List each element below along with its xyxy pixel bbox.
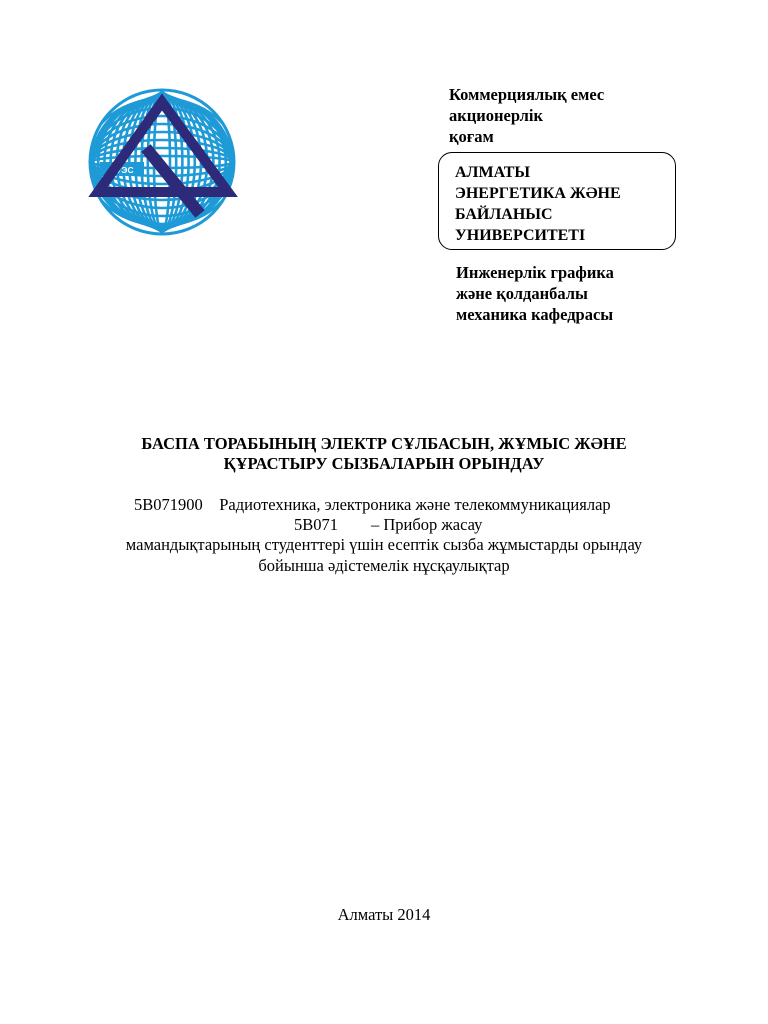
description-line-2: бойынша әдістемелік нұсқаулықтар <box>258 556 510 575</box>
university-name-line-3: БАЙЛАНЫС <box>455 206 553 223</box>
department-line-2: және қолданбалы <box>456 284 588 303</box>
org-type-line-3: қоғам <box>449 127 494 146</box>
specialty-description <box>0 534 768 576</box>
specialty-line-2: 5В071 – Прибор жасау <box>294 515 483 534</box>
org-type-line-1: Коммерциялық емес <box>449 85 605 104</box>
university-name-line-4: УНИВЕРСИТЕТІ <box>455 227 586 244</box>
university-name <box>455 162 675 246</box>
logo-text: АУЭС <box>110 165 134 175</box>
document-title <box>0 434 768 474</box>
department-name <box>456 262 676 325</box>
description-line-1: мамандықтарының студенттері үшін есептік сызба жұмыстарды орындау <box>125 535 643 554</box>
organization-type <box>449 84 669 147</box>
department-line-3: механика кафедрасы <box>456 305 614 324</box>
city-year: Алматы 2014 <box>337 905 431 924</box>
specialty-line-1: 5В071900 Радиотехника, электроника және телекоммуникациялар <box>134 495 611 514</box>
org-type-line-2: акционерлік <box>449 106 543 125</box>
university-name-line-1: АЛМАТЫ <box>455 164 531 181</box>
title-line-2: ҚҰРАСТЫРУ СЫЗБАЛАРЫН ОРЫНДАУ <box>223 454 545 473</box>
university-name-line-2: ЭНЕРГЕТИКА ЖӘНЕ <box>455 185 621 202</box>
department-line-1: Инженерлік графика <box>456 263 614 282</box>
university-logo <box>86 88 238 236</box>
title-line-1: БАСПА ТОРАБЫНЫҢ ЭЛЕКТР СҰЛБАСЫН, ЖҰМЫС ЖӘНЕ <box>141 434 627 453</box>
